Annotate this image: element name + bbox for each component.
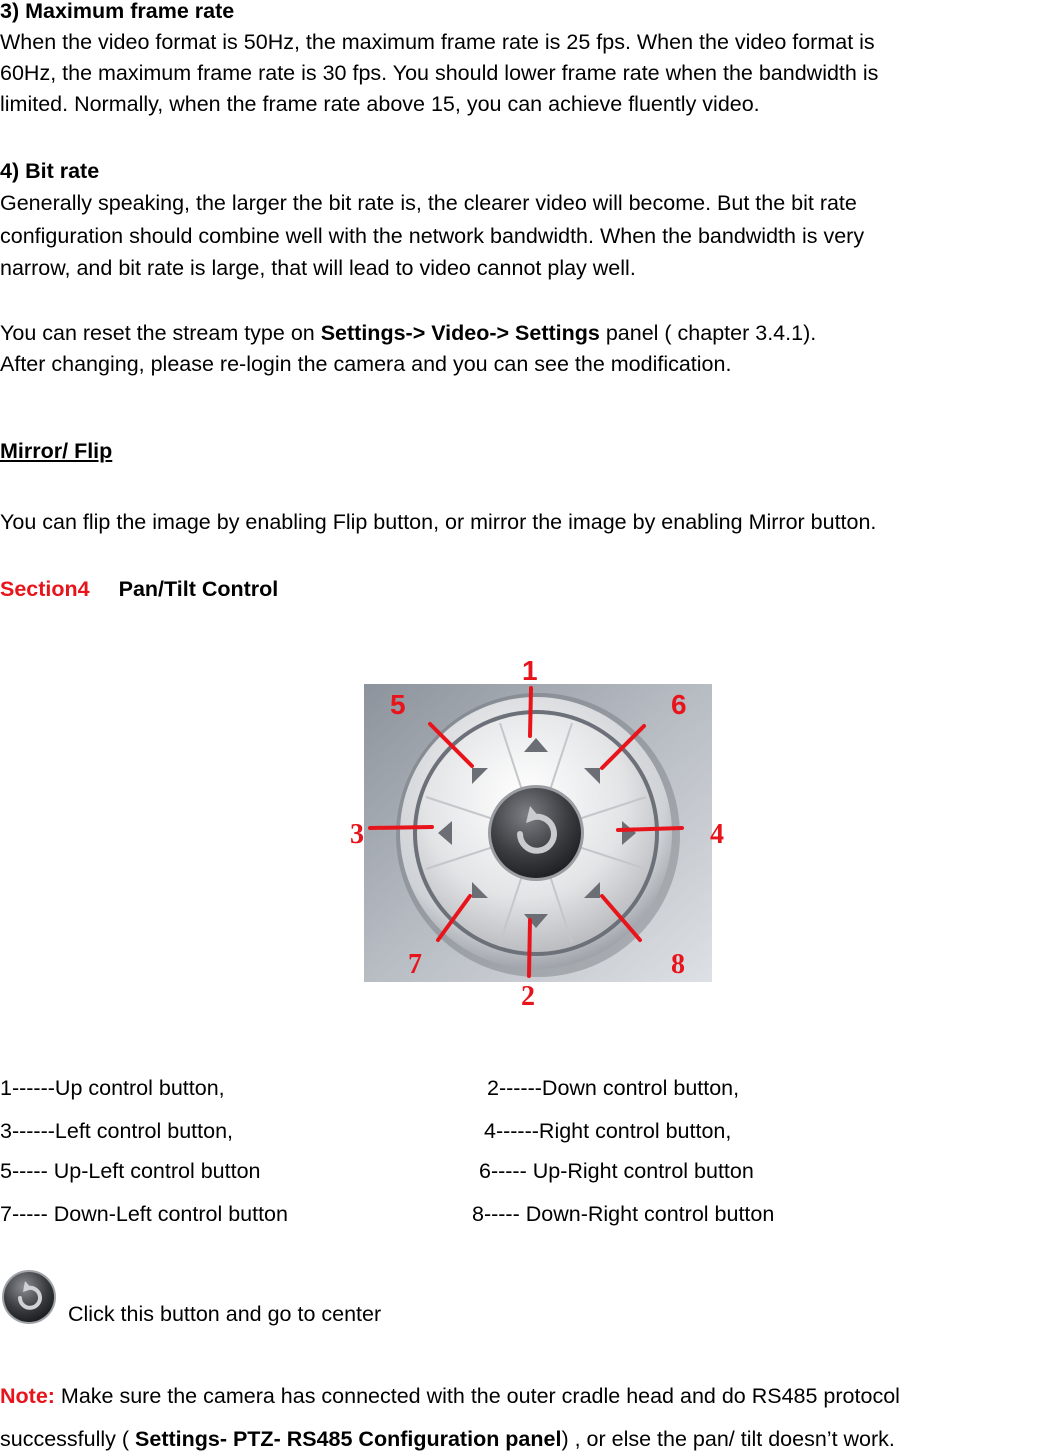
legend-1: 1------Up control button,: [0, 1076, 225, 1100]
mirror-flip-heading: Mirror/ Flip: [0, 439, 113, 463]
mirror-flip-text: You can flip the image by enabling Flip button, or mirror the image by enabling Mirror button.: [0, 510, 877, 534]
stream-type-line: [0, 318, 816, 349]
label-1: 1: [522, 655, 538, 686]
legend-8: 8----- Down-Right control button: [472, 1202, 775, 1226]
stream-line-2: After changing, please re-login the camera and you can see the modification.: [0, 352, 732, 376]
legend-4: 4------Right control button,: [484, 1119, 732, 1143]
note-text-2-suffix: ) , or else the pan/ tilt doesn’t work.: [561, 1427, 895, 1451]
stream-suffix: panel ( chapter 3.4.1).: [599, 321, 817, 345]
pointer-2: [529, 920, 530, 976]
bit-rate-line-1: Generally speaking, the larger the bit rate is, the clearer video will become. But the bit rate: [0, 191, 857, 215]
center-button[interactable]: [491, 788, 581, 878]
note-text-1: Make sure the camera has connected with the outer cradle head and do RS485 protocol: [54, 1384, 900, 1408]
note-line-1: [0, 1381, 900, 1412]
label-3: 3: [350, 819, 364, 850]
note-text-2-bold: Settings- PTZ- RS485 Configuration panel: [135, 1427, 562, 1451]
frame-rate-line-3: limited. Normally, when the frame rate above 15, you can achieve fluently video.: [0, 92, 760, 116]
section-number: Section4: [0, 577, 90, 601]
note-line-2: [0, 1424, 895, 1455]
bit-rate-line-3: narrow, and bit rate is large, that will lead to video cannot play well.: [0, 256, 636, 280]
pointer-4: [618, 828, 682, 830]
frame-rate-line-2: 60Hz, the maximum frame rate is 30 fps. You should lower frame rate when the bandwidth is: [0, 61, 879, 85]
legend-6: 6----- Up-Right control button: [479, 1159, 754, 1183]
frame-rate-heading: 3) Maximum frame rate: [0, 0, 235, 23]
label-6: 6: [671, 689, 687, 720]
label-4: 4: [710, 819, 724, 850]
section-heading: [0, 574, 278, 605]
center-instruction: Click this button and go to center: [68, 1302, 382, 1326]
note-text-2-prefix: successfully (: [0, 1427, 136, 1451]
label-5: 5: [390, 689, 406, 720]
note-label: Note:: [0, 1384, 55, 1408]
section-title: Pan/Tilt Control: [118, 577, 279, 601]
label-7: 7: [408, 949, 422, 980]
pointer-1: [530, 688, 531, 736]
bit-rate-heading: 4) Bit rate: [0, 159, 100, 183]
bit-rate-line-2: configuration should combine well with the network bandwidth. When the bandwidth is very: [0, 224, 865, 248]
legend-3: 3------Left control button,: [0, 1119, 234, 1143]
pointer-3: [370, 827, 432, 828]
stream-prefix: You can reset the stream type on: [0, 321, 321, 345]
settings-path: Settings-> Video-> Settings: [320, 321, 600, 345]
label-8: 8: [671, 949, 685, 980]
ptz-control-pad: [364, 684, 712, 982]
frame-rate-line-1: When the video format is 50Hz, the maximum frame rate is 25 fps. When the video format is: [0, 30, 875, 54]
legend-2: 2------Down control button,: [487, 1076, 740, 1100]
label-2: 2: [521, 981, 535, 1012]
legend-5: 5----- Up-Left control button: [0, 1159, 261, 1183]
center-button-icon: [0, 1268, 58, 1326]
legend-7: 7----- Down-Left control button: [0, 1202, 288, 1226]
